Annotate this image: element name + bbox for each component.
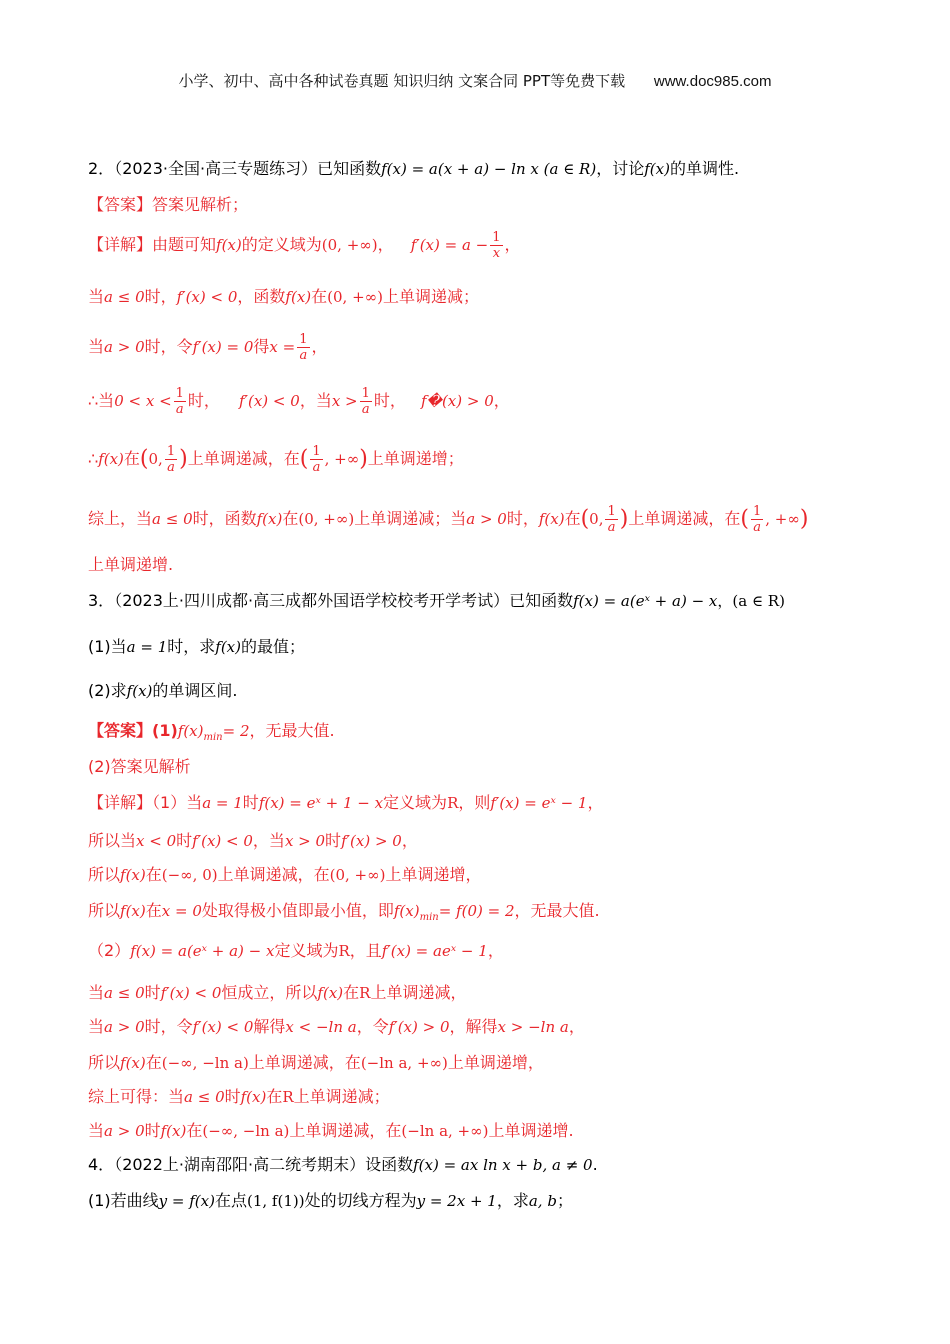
math-fragment: x = 0 [161,902,202,920]
problem-2-detail-3 [88,332,328,363]
math-fragment: f(x) [126,682,153,700]
math-fragment: 时，令 [144,1017,193,1036]
math-fragment: a ≤ 0 [104,288,145,306]
math-fragment: 1 [175,386,184,401]
math-fragment: 时，令 [144,337,193,356]
problem-3-detail-10 [88,1120,574,1142]
math-fragment: 在 [145,865,162,884]
problem-4-stem [88,1154,598,1176]
math-fragment: f(x) = eˣ + 1 − x [258,794,384,812]
math-fragment: a [361,402,370,417]
math-fragment: a ≤ 0 [104,984,145,1002]
problem-2-detail-4 [88,386,510,417]
math-fragment: 所以 [88,1053,121,1072]
math-fragment: ，求 [496,1191,529,1210]
page-header [0,70,950,91]
fraction [174,386,186,417]
math-fragment: (2)求 [88,681,127,700]
math-fragment: ，当 [299,391,332,410]
math-fragment: （2） [88,941,131,960]
problem-2-detail-7 [88,554,173,576]
math-fragment: a [299,348,308,363]
math-fragment: ， [311,337,328,356]
math-fragment: 1 [607,504,616,519]
problem-2-detail-1 [88,230,521,261]
problem-3-answer-1 [88,720,335,749]
math-fragment: a [753,520,761,535]
problem-2-stem [88,158,739,180]
math-fragment: x > [331,392,358,410]
math-fragment: (1) [152,721,178,740]
problem-3-detail-9 [88,1086,390,1108]
math-fragment: 时 [224,1087,241,1106]
math-fragment: 【答案】 [88,721,153,740]
math-fragment: f′(x) = 0 [192,338,254,356]
math-fragment: 1 [492,230,501,245]
problem-3-detail-8 [88,1052,544,1074]
math-fragment: f(x) [240,1088,267,1106]
header-text: 小学、初中、高中各种试卷真题 知识归纳 文案合同 PPT等免费下载 [178,72,626,90]
math-fragment: y = f(x) [158,1192,215,1210]
problem-2-detail-2 [88,286,479,308]
math-fragment: f(x) [120,902,146,920]
math-fragment: 1 [752,504,762,519]
math-fragment: f(x) [215,638,241,656]
math-fragment: (1)当 [88,637,127,656]
math-fragment: 上单调递减； [383,287,480,306]
parenthesis: ( [580,506,590,532]
math-fragment: ，(a ∈ R) [717,592,785,610]
problem-2-detail-5 [88,444,464,475]
math-fragment: a > 0 [466,510,507,528]
parenthesis: ) [179,446,188,472]
math-fragment: ， [377,235,394,254]
math-fragment: f(x) = a(x + a) − ln x (a ∈ R) [381,160,597,178]
math-fragment: 的最值； [241,637,306,656]
math-fragment: (−ln a, +∞) [360,1054,448,1072]
math-fragment: 当 [88,1017,105,1036]
math-fragment: 上单调递减，在 [628,509,741,528]
problem-2-answer [88,194,248,216]
problem-3-detail-4 [88,900,600,929]
math-fragment: f�(x) > 0 [421,392,494,410]
math-fragment: 1 [166,444,176,459]
math-fragment: f′(x) = a − [410,236,489,254]
math-fragment: ，讨论 [596,159,645,178]
math-fragment: f(x) = ax ln x + b, a ≠ 0 [413,1156,593,1174]
math-fragment: a [312,460,321,475]
math-fragment: a = 1 [202,794,243,812]
math-fragment: 1 [299,332,308,347]
math-fragment: 综上，当 [88,509,153,528]
math-fragment: = f(0) = 2 [438,902,515,920]
problem-3-detail-1 [88,792,603,814]
math-fragment: 在 [123,449,140,468]
math-fragment: (−∞, −ln a) [161,1054,249,1072]
math-fragment: 所以 [88,865,121,884]
math-fragment: ， [568,1017,585,1036]
math-fragment: ，则 [458,793,491,812]
math-fragment: f′(x) < 0 [192,1018,254,1036]
math-fragment: 时， [506,509,539,528]
math-fragment: R [359,984,371,1002]
math-fragment: 的定义域为 [241,235,322,254]
math-fragment: ，当 [252,831,285,850]
math-fragment: f(x) [285,288,312,306]
math-fragment: f′(x) > 0 [388,1018,450,1036]
math-fragment: 0, [148,450,163,468]
math-fragment: 定义域为 [274,941,339,960]
math-fragment: , +∞ [765,510,800,528]
math-fragment: f(x) [644,160,670,178]
math-fragment: 处的切线方程为 [304,1191,417,1210]
math-fragment: f(x) [160,1122,187,1140]
math-fragment: 上单调递减；当 [354,509,467,528]
math-fragment: (−∞, −ln a) [202,1122,290,1140]
math-fragment: ， [493,391,510,410]
math-fragment: a = 1 [126,638,168,656]
math-fragment: ， [504,235,521,254]
math-fragment: 上单调递增. [88,555,174,574]
math-fragment: 时 [144,983,161,1002]
math-fragment: （1）当 [152,793,203,812]
math-fragment: 处取得极小值即最小值，即 [201,901,394,920]
math-fragment: 上单调递增； [367,449,464,468]
fraction [165,444,177,475]
math-fragment: 在 [343,983,360,1002]
math-fragment: ∴ [88,449,99,468]
fraction [360,386,372,417]
math-fragment: (0, +∞) [327,288,384,306]
math-fragment: f(x) [177,722,204,740]
math-fragment: (−∞, 0) [161,866,218,884]
math-fragment: , +∞ [324,450,360,468]
math-fragment: ， [587,793,604,812]
math-fragment: a [175,402,184,417]
header-url[interactable]: www.doc985.com [653,73,772,90]
math-fragment: 时 [176,831,193,850]
math-fragment: 由题可知 [152,235,217,254]
math-fragment: 当 [88,983,105,1002]
math-fragment: 上单调递减，在 [187,449,300,468]
math-fragment: (1, f(1)) [246,1192,305,1210]
math-fragment: 上单调递减； [293,1087,390,1106]
math-fragment: 时， [187,391,220,410]
math-fragment: 0 < x < [114,392,172,410]
problem-3-detail-2 [88,830,418,852]
math-fragment: 当 [88,287,105,306]
math-fragment: f′(x) = eˣ − 1 [490,794,588,812]
math-fragment: a > 0 [104,338,145,356]
math-fragment: 【详解】 [88,793,153,812]
math-fragment: f(x) = a(eˣ + a) − x [130,942,275,960]
math-fragment: f′(x) < 0 [239,392,300,410]
math-fragment: a > 0 [104,1018,145,1036]
math-fragment: 在 [311,287,328,306]
math-fragment: 1 [312,444,321,459]
math-fragment: 在 [564,509,581,528]
problem-4-q1 [88,1190,573,1212]
math-fragment: 时， [144,287,177,306]
fraction [310,444,322,475]
math-fragment: 当 [88,337,105,356]
math-fragment: 所以 [88,901,121,920]
math-fragment: (2)答案见解析 [88,757,191,776]
parenthesis: ( [740,506,749,532]
math-fragment: ； [556,1191,573,1210]
math-fragment: f′(x) < 0 [176,288,238,306]
math-fragment: a [167,460,175,475]
math-fragment: a [607,520,616,535]
math-fragment: R [338,942,350,960]
math-fragment: 答案见解析； [152,195,249,214]
math-fragment: f(x) [538,510,565,528]
math-fragment: 时 [144,1121,161,1140]
math-fragment: 定义域为 [383,793,448,812]
math-fragment: f(x) [216,236,242,254]
problem-3-detail-3 [88,864,482,886]
math-fragment: 时 [242,793,259,812]
math-fragment: ，无最大值. [514,901,600,920]
math-fragment: 上单调递减，在 [217,865,330,884]
math-fragment: ∴当 [88,391,115,410]
math-fragment: . [592,1155,598,1174]
math-fragment: ，函数 [237,287,286,306]
problem-2-detail-6 [88,504,808,535]
math-fragment: （2023上·四川成都·高三成都外国语学校校考开学考试）已知函数 [114,591,574,610]
math-fragment: 上单调递减，在 [289,1121,402,1140]
math-fragment: f′(x) < 0 [160,984,222,1002]
problem-3-q2 [88,680,237,702]
math-fragment: 1 [361,386,370,401]
math-fragment: a ≤ 0 [184,1088,225,1106]
math-fragment: 上单调递减，在 [248,1053,361,1072]
math-fragment: 在 [282,509,299,528]
math-fragment: x = [269,338,296,356]
math-fragment: f(x) [393,902,420,920]
math-fragment: 上单调递增， [385,865,482,884]
math-fragment: = 2 [222,722,250,740]
math-fragment: 【答案】 [88,195,153,214]
math-fragment: 时，求 [167,637,216,656]
math-fragment: 时 [325,831,342,850]
math-fragment: 上单调递增. [488,1121,574,1140]
math-fragment: f(x) [120,1054,146,1072]
math-fragment: a, b [528,1192,557,1210]
math-fragment: 得 [253,337,270,356]
math-fragment: 在 [266,1087,283,1106]
math-fragment: x [492,246,501,261]
math-fragment: y = 2x + 1 [416,1192,497,1210]
math-fragment: 的单调性. [669,159,740,178]
math-fragment: ， [487,941,504,960]
math-fragment: ， [401,831,418,850]
math-fragment: 上单调递减， [370,983,467,1002]
math-fragment: x < −ln a [285,1018,357,1036]
fraction [297,332,309,363]
math-fragment: 3． [88,591,115,610]
math-fragment: 的单调区间. [152,681,238,700]
math-fragment: 恒成立，所以 [221,983,318,1002]
fraction [605,504,617,535]
math-fragment: ，解得 [449,1017,498,1036]
math-fragment: R [282,1088,294,1106]
math-fragment: f(x) [98,450,124,468]
math-fragment: f(x) = a(eˣ + a) − x [573,592,718,610]
math-fragment: f′(x) > 0 [341,832,402,850]
problem-3-stem [88,590,785,612]
math-fragment: (0, +∞) [298,510,355,528]
math-fragment: 所以当 [88,831,137,850]
math-fragment: 当 [88,1121,105,1140]
math-fragment: （2023·全国·高三专题练习）已知函数 [114,159,382,178]
math-fragment: 0, [589,510,604,528]
math-fragment: 上单调递增， [447,1053,544,1072]
math-fragment: 解得 [253,1017,286,1036]
math-fragment: f(x) [120,866,146,884]
math-fragment: 4． [88,1155,115,1174]
math-fragment: (−ln a, +∞) [401,1122,489,1140]
math-fragment: min [419,912,439,924]
problem-3-answer-2 [88,756,191,778]
math-fragment: f(x) [256,510,283,528]
math-fragment: f′(x) = aeˣ − 1 [381,942,488,960]
parenthesis: ) [619,506,629,532]
math-fragment: ，令 [356,1017,389,1036]
math-fragment: x > −ln a [497,1018,569,1036]
parenthesis: ( [299,446,309,472]
math-fragment: (0, +∞) [321,236,378,254]
math-fragment: x > 0 [284,832,326,850]
problem-3-detail-5 [88,940,504,962]
math-fragment: 在 [145,901,162,920]
math-fragment: a ≤ 0 [152,510,193,528]
math-fragment: 在 [145,1053,162,1072]
math-fragment: （2022上·湖南邵阳·高二统考期末）设函数 [114,1155,414,1174]
math-fragment: x < 0 [136,832,177,850]
parenthesis: ( [139,446,149,472]
math-fragment: 【详解】 [88,235,153,254]
math-fragment: ，且 [349,941,382,960]
problem-3-detail-6 [88,982,466,1004]
problem-3-detail-7 [88,1016,585,1038]
math-fragment: R [447,794,459,812]
parenthesis: ) [799,506,809,532]
math-fragment: a > 0 [104,1122,145,1140]
math-fragment: (0, +∞) [329,866,386,884]
fraction [490,230,502,261]
math-fragment: 综上可得：当 [88,1087,185,1106]
math-fragment: 时， [373,391,406,410]
math-fragment: 在 [186,1121,203,1140]
problem-3-q1 [88,636,305,658]
math-fragment: 在点 [214,1191,247,1210]
math-fragment: (1)若曲线 [88,1191,159,1210]
math-fragment: 2． [88,159,115,178]
math-fragment: ，无最大值. [249,721,335,740]
math-fragment: min [203,732,223,744]
math-fragment: f′(x) < 0 [192,832,253,850]
parenthesis: ) [359,446,368,472]
fraction [751,504,763,535]
math-fragment: 时，函数 [192,509,257,528]
math-fragment: f(x) [317,984,344,1002]
